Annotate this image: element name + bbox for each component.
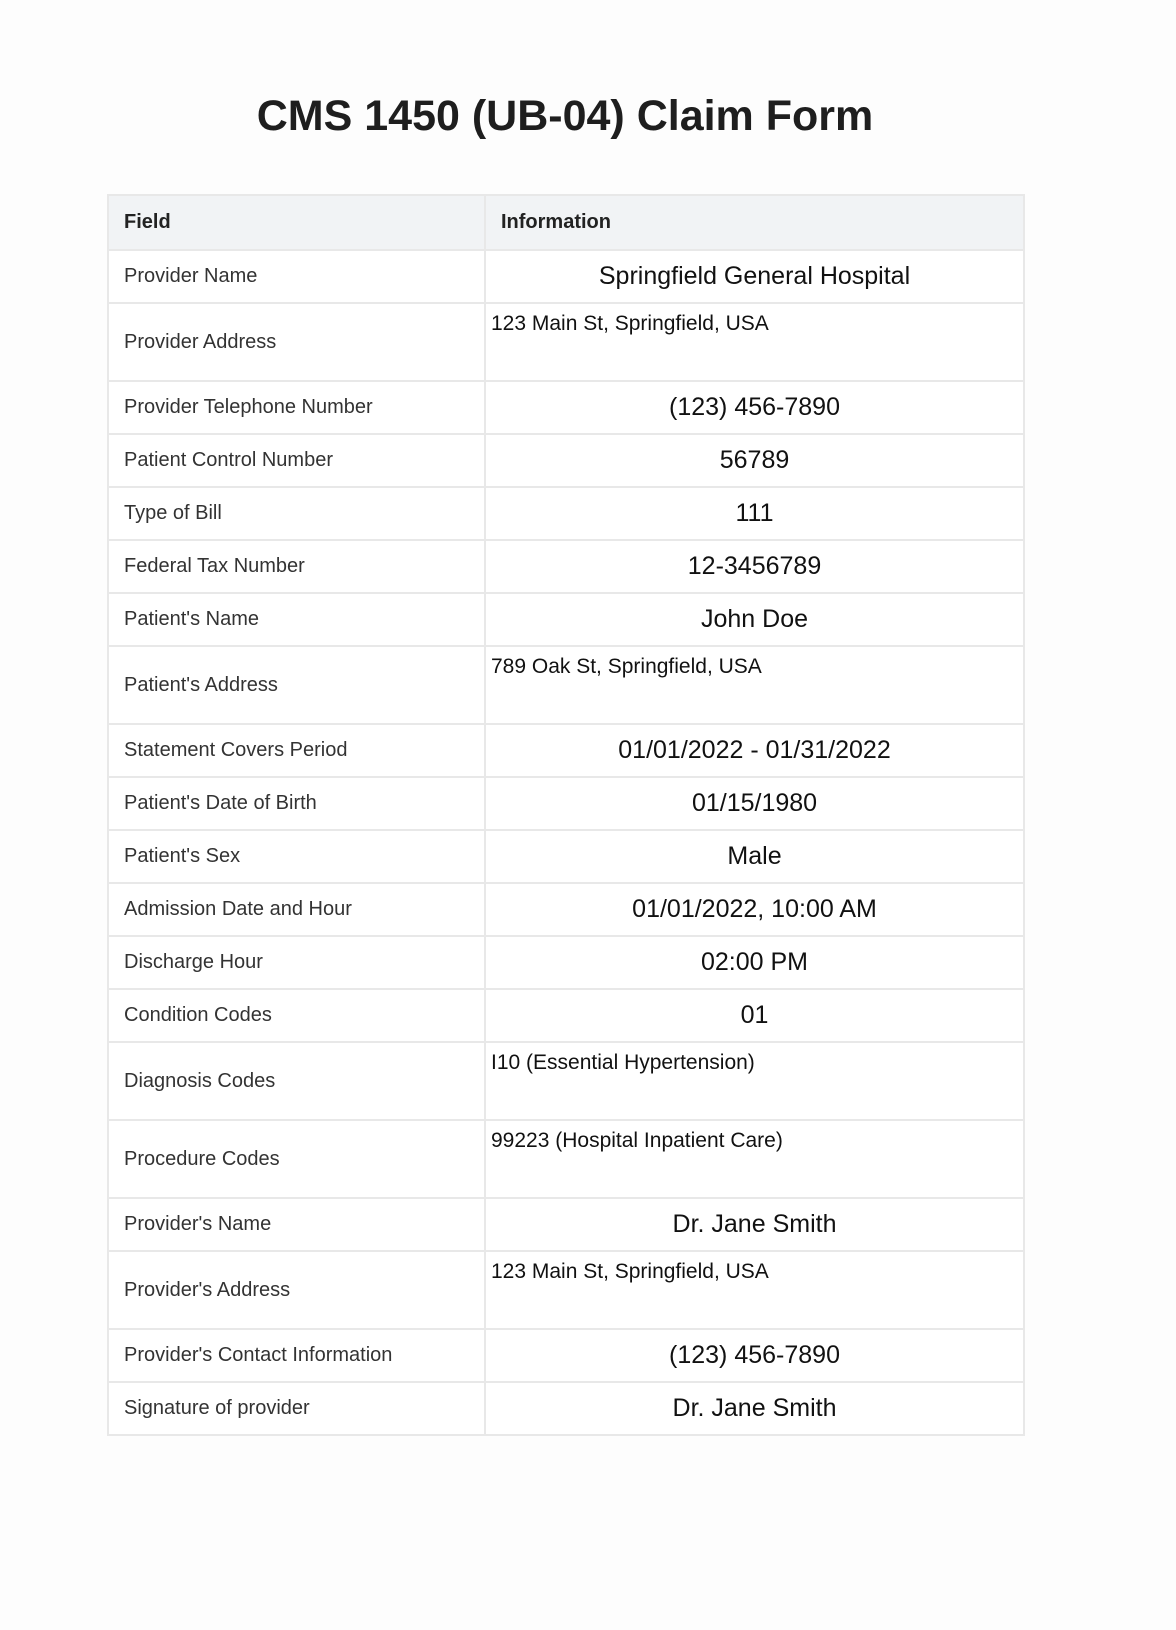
table-row (108, 1198, 1024, 1251)
table-row (108, 1329, 1024, 1382)
field-value: Male (485, 830, 1024, 883)
field-value: (123) 456-7890 (485, 381, 1024, 434)
field-value: Dr. Jane Smith (485, 1382, 1024, 1435)
field-label: Patient Control Number (108, 434, 485, 487)
table-row (108, 303, 1024, 381)
field-label: Patient's Sex (108, 830, 485, 883)
table-row (108, 250, 1024, 303)
table-row (108, 777, 1024, 830)
field-label: Patient's Name (108, 593, 485, 646)
table-row (108, 936, 1024, 989)
table-row (108, 434, 1024, 487)
field-value: 123 Main St, Springfield, USA (485, 303, 1024, 381)
field-label: Provider's Name (108, 1198, 485, 1251)
field-value: 01 (485, 989, 1024, 1042)
page-title: CMS 1450 (UB-04) Claim Form (256, 92, 874, 140)
table-row (108, 1120, 1024, 1198)
field-value: 01/15/1980 (485, 777, 1024, 830)
field-label: Federal Tax Number (108, 540, 485, 593)
table-row (108, 1382, 1024, 1435)
field-label: Provider's Address (108, 1251, 485, 1329)
field-label: Provider Name (108, 250, 485, 303)
field-value: 789 Oak St, Springfield, USA (485, 646, 1024, 724)
table-row (108, 381, 1024, 434)
field-label: Condition Codes (108, 989, 485, 1042)
field-value: (123) 456-7890 (485, 1329, 1024, 1382)
field-value: 01/01/2022, 10:00 AM (485, 883, 1024, 936)
field-value: 02:00 PM (485, 936, 1024, 989)
field-label: Provider's Contact Information (108, 1329, 485, 1382)
table-row (108, 593, 1024, 646)
field-label: Statement Covers Period (108, 724, 485, 777)
field-value: Dr. Jane Smith (485, 1198, 1024, 1251)
claim-table (107, 194, 1025, 1436)
field-label: Type of Bill (108, 487, 485, 540)
field-value: 12-3456789 (485, 540, 1024, 593)
table-row (108, 724, 1024, 777)
field-value: Springfield General Hospital (485, 250, 1024, 303)
field-value: 111 (485, 487, 1024, 540)
table-row (108, 1042, 1024, 1120)
field-value: John Doe (485, 593, 1024, 646)
field-value: 123 Main St, Springfield, USA (485, 1251, 1024, 1329)
field-label: Procedure Codes (108, 1120, 485, 1198)
field-label: Patient's Address (108, 646, 485, 724)
table-row (108, 883, 1024, 936)
table-row (108, 830, 1024, 883)
field-label: Provider Address (108, 303, 485, 381)
field-value: 99223 (Hospital Inpatient Care) (485, 1120, 1024, 1198)
table-row (108, 487, 1024, 540)
field-label: Diagnosis Codes (108, 1042, 485, 1120)
field-label: Signature of provider (108, 1382, 485, 1435)
table-row (108, 540, 1024, 593)
field-value: 56789 (485, 434, 1024, 487)
field-label: Patient's Date of Birth (108, 777, 485, 830)
field-label: Admission Date and Hour (108, 883, 485, 936)
table-row (108, 646, 1024, 724)
table-header-row (108, 195, 1024, 250)
field-label: Provider Telephone Number (108, 381, 485, 434)
field-value: 01/01/2022 - 01/31/2022 (485, 724, 1024, 777)
table-row (108, 1251, 1024, 1329)
field-value: I10 (Essential Hypertension) (485, 1042, 1024, 1120)
header-field: Field (108, 195, 485, 250)
table-row (108, 989, 1024, 1042)
header-information: Information (485, 195, 1024, 250)
field-label: Discharge Hour (108, 936, 485, 989)
